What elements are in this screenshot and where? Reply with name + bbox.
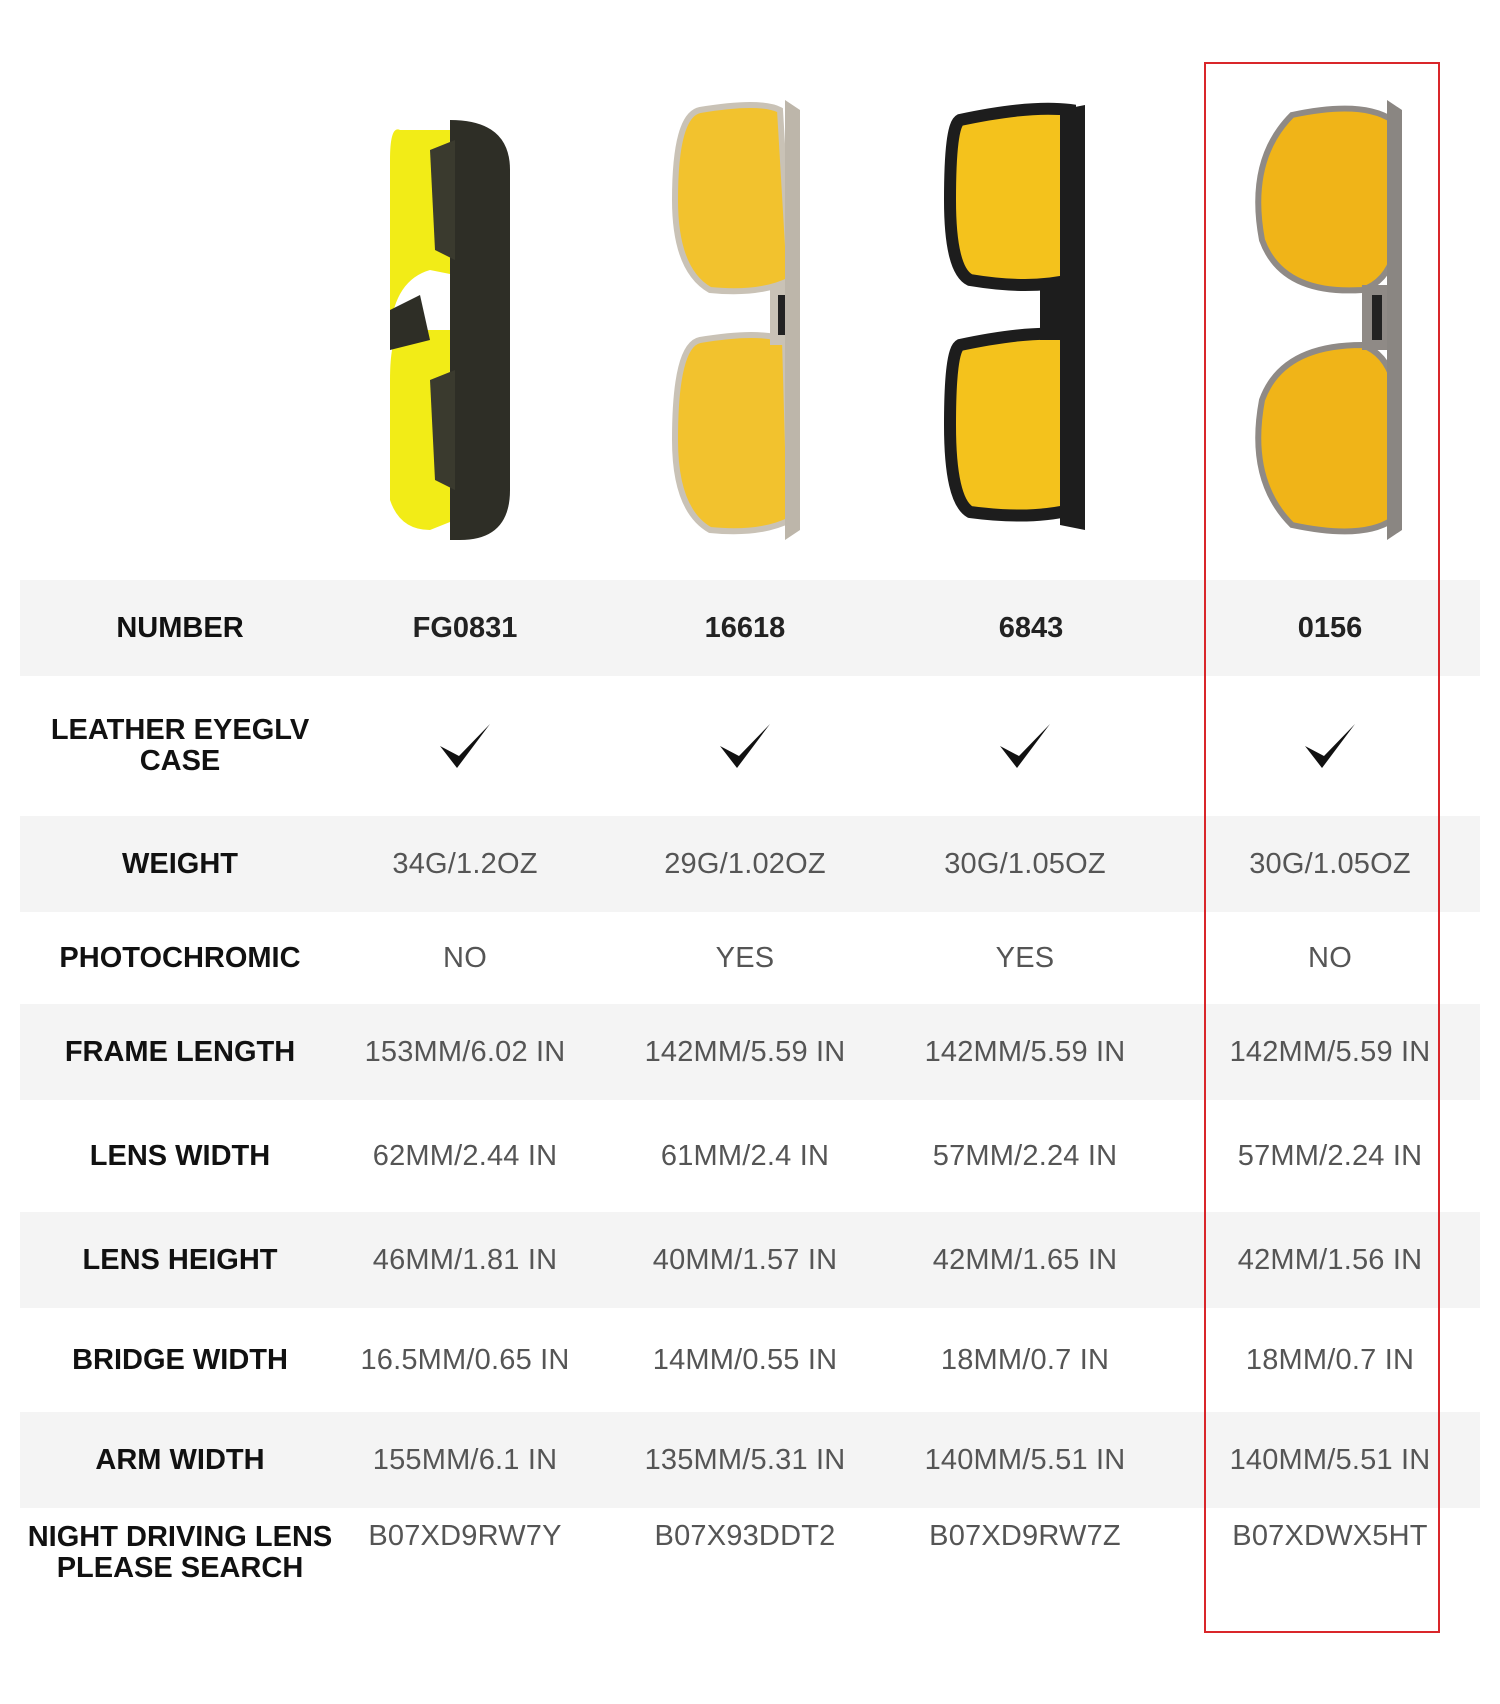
product-image-16618	[640, 80, 840, 560]
label-photochromic: PHOTOCHROMIC	[59, 941, 301, 974]
label-number: NUMBER	[116, 611, 244, 644]
bridge-width-16618: 14MM/0.55 IN	[652, 1343, 838, 1376]
photochromic-6843: YES	[995, 941, 1055, 974]
row-search	[20, 1508, 1480, 1618]
label-lens-width: LENS WIDTH	[89, 1139, 271, 1172]
number-16618: 16618	[704, 611, 786, 644]
label-frame-length: FRAME LENGTH	[64, 1035, 296, 1068]
bridge-width-fg0831: 16.5MM/0.65 IN	[360, 1343, 570, 1376]
sunglasses-icon	[920, 80, 1120, 560]
label-weight: WEIGHT	[122, 847, 238, 880]
checkmark-icon	[995, 676, 1055, 816]
photochromic-fg0831: NO	[443, 941, 487, 974]
weight-16618: 29G/1.02OZ	[664, 847, 826, 880]
row-lens-height	[20, 1212, 1480, 1308]
label-case-line2: CASE	[139, 745, 221, 777]
number-0156: 0156	[1297, 611, 1363, 644]
number-6843: 6843	[998, 611, 1064, 644]
search-code-6843: B07XD9RW7Z	[929, 1520, 1121, 1552]
lens-height-6843: 42MM/1.65 IN	[932, 1243, 1118, 1276]
product-image-0156	[1222, 80, 1422, 560]
weight-6843: 30G/1.05OZ	[944, 847, 1106, 880]
photochromic-16618: YES	[715, 941, 775, 974]
arm-width-6843: 140MM/5.51 IN	[924, 1443, 1126, 1476]
number-fg0831: FG0831	[412, 611, 518, 644]
lens-height-0156: 42MM/1.56 IN	[1237, 1243, 1423, 1276]
checkmark-icon	[435, 676, 495, 816]
row-weight	[20, 816, 1480, 912]
label-lens-height: LENS HEIGHT	[82, 1243, 278, 1276]
label-case-line1: LEATHER EYEGLV	[50, 714, 310, 746]
photochromic-0156: NO	[1308, 941, 1352, 974]
lens-height-16618: 40MM/1.57 IN	[652, 1243, 838, 1276]
arm-width-0156: 140MM/5.51 IN	[1229, 1443, 1431, 1476]
row-photochromic	[20, 912, 1480, 1004]
row-arm-width	[20, 1412, 1480, 1508]
row-case	[20, 676, 1480, 816]
weight-fg0831: 34G/1.2OZ	[392, 847, 538, 880]
row-bridge-width	[20, 1308, 1480, 1412]
label-arm-width: ARM WIDTH	[95, 1443, 265, 1476]
label-case	[20, 676, 340, 816]
row-frame-length	[20, 1004, 1480, 1100]
frame-length-fg0831: 153MM/6.02 IN	[364, 1035, 566, 1068]
arm-width-16618: 135MM/5.31 IN	[644, 1443, 846, 1476]
lens-width-16618: 61MM/2.4 IN	[660, 1139, 830, 1172]
label-search	[20, 1508, 340, 1618]
product-image-fg0831	[360, 80, 560, 560]
bridge-width-6843: 18MM/0.7 IN	[940, 1343, 1110, 1376]
lens-width-fg0831: 62MM/2.44 IN	[372, 1139, 558, 1172]
search-code-0156: B07XDWX5HT	[1232, 1520, 1428, 1552]
frame-length-0156: 142MM/5.59 IN	[1229, 1035, 1431, 1068]
sunglasses-icon	[1222, 80, 1422, 560]
lens-width-0156: 57MM/2.24 IN	[1237, 1139, 1423, 1172]
row-lens-width	[20, 1100, 1480, 1212]
label-bridge-width: BRIDGE WIDTH	[72, 1343, 288, 1376]
sunglasses-icon	[360, 80, 560, 560]
frame-length-6843: 142MM/5.59 IN	[924, 1035, 1126, 1068]
frame-length-16618: 142MM/5.59 IN	[644, 1035, 846, 1068]
label-search-line2: PLEASE SEARCH	[56, 1552, 304, 1584]
sunglasses-icon	[640, 80, 840, 560]
lens-height-fg0831: 46MM/1.81 IN	[372, 1243, 558, 1276]
search-code-16618: B07X93DDT2	[654, 1520, 836, 1552]
product-image-6843	[920, 80, 1120, 560]
checkmark-icon	[1300, 676, 1360, 816]
weight-0156: 30G/1.05OZ	[1249, 847, 1411, 880]
checkmark-icon	[715, 676, 775, 816]
bridge-width-0156: 18MM/0.7 IN	[1245, 1343, 1415, 1376]
search-code-fg0831: B07XD9RW7Y	[368, 1520, 562, 1552]
arm-width-fg0831: 155MM/6.1 IN	[372, 1443, 558, 1476]
lens-width-6843: 57MM/2.24 IN	[932, 1139, 1118, 1172]
row-number	[20, 580, 1480, 676]
label-search-line1: NIGHT DRIVING LENS	[27, 1521, 333, 1553]
